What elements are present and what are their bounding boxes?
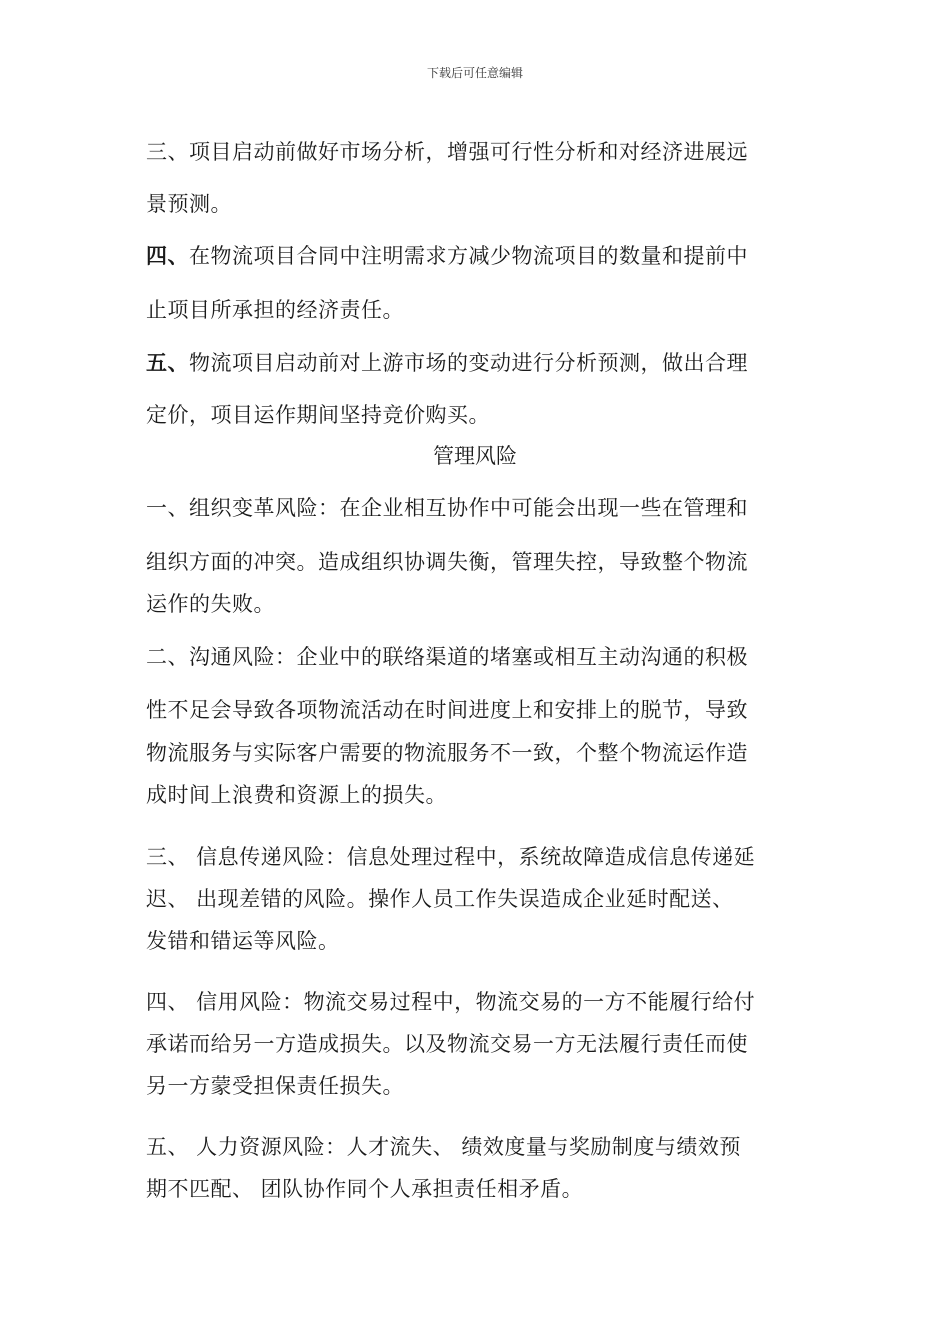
paragraph-line: 一、组织变革风险：在企业相互协作中可能会出现一些在管理和 (146, 496, 748, 520)
paragraph-line: 性不足会导致各项物流活动在时间进度上和安排上的脱节，导致 (146, 698, 748, 722)
item-number: 五、 (146, 350, 189, 375)
paragraph-line: 止项目所承担的经济责任。 (146, 298, 404, 322)
paragraph-line: 五、 人力资源风险：人才流失、 绩效度量与奖励制度与绩效预 (146, 1135, 741, 1159)
paragraph-text: 在物流项目合同中注明需求方减少物流项目的数量和提前中 (189, 244, 748, 268)
paragraph-line: 期不匹配、 团队协作同个人承担责任相矛盾。 (146, 1177, 584, 1201)
paragraph-line: 四、 信用风险：物流交易过程中，物流交易的一方不能履行给付 (146, 990, 756, 1014)
paragraph-line: 另一方蒙受担保责任损失。 (146, 1074, 404, 1098)
paragraph-line: 运作的失败。 (146, 592, 275, 616)
paragraph-line (146, 242, 748, 270)
paragraph-line: 迟、 出现差错的风险。操作人员工作失误造成企业延时配送、 (146, 887, 734, 911)
paragraph-line: 定价，项目运作期间坚持竞价购买。 (146, 403, 490, 427)
paragraph-line: 成时间上浪费和资源上的损失。 (146, 783, 447, 807)
paragraph-line: 三、 信息传递风险：信息处理过程中，系统故障造成信息传递延 (146, 845, 756, 869)
paragraph-line (146, 349, 748, 377)
page-header: 下载后可任意编辑 (426, 66, 523, 80)
paragraph-text: 物流项目启动前对上游市场的变动进行分析预测，做出合理 (189, 351, 748, 375)
paragraph-line: 物流服务与实际客户需要的物流服务不一致，个整个物流运作造 (146, 741, 748, 765)
paragraph-line: 发错和错运等风险。 (146, 929, 340, 953)
paragraph-line: 三、项目启动前做好市场分析，增强可行性分析和对经济进展远 (146, 140, 748, 164)
paragraph-line: 二、沟通风险：企业中的联络渠道的堵塞或相互主动沟通的积极 (146, 645, 748, 669)
paragraph-line: 承诺而给另一方造成损失。以及物流交易一方无法履行责任而使 (146, 1032, 748, 1056)
item-number: 四、 (146, 243, 189, 268)
section-title: 管理风险 (433, 444, 517, 468)
paragraph-line: 组织方面的冲突。造成组织协调失衡，管理失控，导致整个物流 (146, 550, 748, 574)
paragraph-line: 景预测。 (146, 192, 232, 216)
